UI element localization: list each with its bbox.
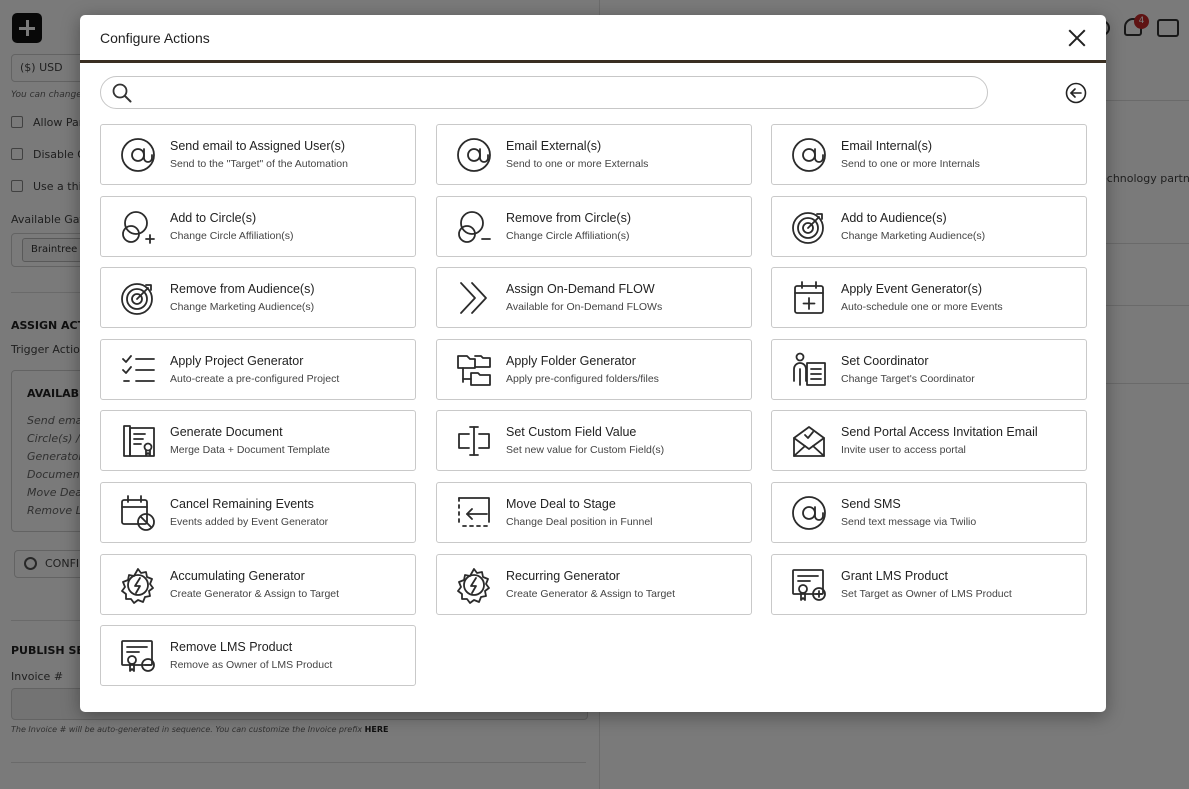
action-title: Grant LMS Product xyxy=(841,569,948,583)
action-title: Assign On-Demand FLOW xyxy=(506,282,655,296)
action-title: Email External(s) xyxy=(506,139,602,153)
action-subtitle: Change Deal position in Funnel xyxy=(506,516,653,528)
checklist-icon xyxy=(119,351,157,389)
at-sign-icon xyxy=(790,136,828,174)
action-subtitle: Change Marketing Audience(s) xyxy=(841,230,986,242)
at-sign-icon xyxy=(455,136,493,174)
calendar-add-icon xyxy=(790,279,828,317)
folder-tree-icon xyxy=(455,351,493,389)
action-card[interactable] xyxy=(100,339,416,400)
action-subtitle: Change Circle Affiliation(s) xyxy=(506,230,630,242)
action-card[interactable] xyxy=(771,410,1087,471)
document-icon xyxy=(119,422,157,460)
move-arrow-icon xyxy=(455,494,493,532)
action-card[interactable] xyxy=(100,482,416,543)
action-subtitle: Create Generator & Assign to Target xyxy=(506,588,676,600)
action-card[interactable] xyxy=(100,267,416,328)
action-title: Apply Folder Generator xyxy=(506,354,636,368)
action-card[interactable] xyxy=(436,196,752,257)
action-subtitle: Send to one or more Internals xyxy=(841,158,980,170)
action-title: Remove LMS Product xyxy=(170,640,293,654)
action-subtitle: Change Marketing Audience(s) xyxy=(170,301,315,313)
action-subtitle: Invite user to access portal xyxy=(841,444,966,456)
action-title: Apply Project Generator xyxy=(170,354,304,368)
certificate-add-icon xyxy=(790,566,828,604)
gear-bolt-icon xyxy=(455,566,493,604)
circle-remove-icon xyxy=(455,208,493,246)
action-subtitle: Set new value for Custom Field(s) xyxy=(506,444,665,456)
text-cursor-field-icon xyxy=(455,422,493,460)
action-card[interactable] xyxy=(436,267,752,328)
action-card[interactable] xyxy=(100,196,416,257)
action-title: Remove from Circle(s) xyxy=(506,211,632,225)
action-title: Remove from Audience(s) xyxy=(170,282,315,296)
circle-add-icon xyxy=(119,208,157,246)
action-title: Send Portal Access Invitation Email xyxy=(841,425,1038,439)
action-card[interactable] xyxy=(100,554,416,615)
modal-title: Configure Actions xyxy=(100,30,210,46)
action-card[interactable] xyxy=(436,482,752,543)
target-audience-icon xyxy=(119,279,157,317)
action-title: Set Custom Field Value xyxy=(506,425,637,439)
at-sign-icon xyxy=(119,136,157,174)
action-subtitle: Available for On-Demand FLOWs xyxy=(506,301,663,313)
action-subtitle: Change Circle Affiliation(s) xyxy=(170,230,294,242)
calendar-cancel-icon xyxy=(119,494,157,532)
action-card[interactable] xyxy=(771,554,1087,615)
action-title: Accumulating Generator xyxy=(170,569,305,583)
search-box[interactable] xyxy=(100,76,988,109)
action-subtitle: Send to the "Target" of the Automation xyxy=(170,158,348,170)
action-card[interactable] xyxy=(100,410,416,471)
action-card[interactable] xyxy=(771,124,1087,185)
envelope-open-icon xyxy=(790,422,828,460)
action-card[interactable] xyxy=(771,267,1087,328)
action-subtitle: Auto-create a pre-configured Project xyxy=(170,373,340,385)
action-card[interactable] xyxy=(100,625,416,686)
action-title: Email Internal(s) xyxy=(841,139,932,153)
action-card[interactable] xyxy=(100,124,416,185)
action-title: Move Deal to Stage xyxy=(506,497,616,511)
coordinator-icon xyxy=(790,351,828,389)
action-subtitle: Create Generator & Assign to Target xyxy=(170,588,340,600)
action-subtitle: Auto-schedule one or more Events xyxy=(841,301,1003,313)
action-subtitle: Send to one or more Externals xyxy=(506,158,649,170)
action-subtitle: Send text message via Twilio xyxy=(841,516,977,528)
action-title: Add to Audience(s) xyxy=(841,211,947,225)
configure-actions-modal xyxy=(80,15,1106,712)
at-sign-icon xyxy=(790,494,828,532)
gear-bolt-icon xyxy=(119,566,157,604)
action-card[interactable] xyxy=(436,554,752,615)
action-subtitle: Change Target's Coordinator xyxy=(841,373,975,385)
action-title: Send SMS xyxy=(841,497,901,511)
certificate-remove-icon xyxy=(119,637,157,675)
action-subtitle: Apply pre-configured folders/files xyxy=(506,373,659,385)
action-title: Send email to Assigned User(s) xyxy=(170,139,346,153)
action-subtitle: Merge Data + Document Template xyxy=(170,444,331,456)
double-chevron-right-icon xyxy=(455,279,493,317)
action-card[interactable] xyxy=(771,196,1087,257)
action-title: Apply Event Generator(s) xyxy=(841,282,983,296)
search-icon xyxy=(112,83,132,103)
action-card[interactable] xyxy=(436,124,752,185)
target-audience-icon xyxy=(790,208,828,246)
action-card[interactable] xyxy=(771,482,1087,543)
action-title: Set Coordinator xyxy=(841,354,929,368)
back-arrow-icon[interactable] xyxy=(1065,82,1087,104)
action-title: Recurring Generator xyxy=(506,569,620,583)
action-card[interactable] xyxy=(436,339,752,400)
action-title: Add to Circle(s) xyxy=(170,211,257,225)
action-title: Cancel Remaining Events xyxy=(170,497,314,511)
action-subtitle: Set Target as Owner of LMS Product xyxy=(841,588,1012,600)
action-card[interactable] xyxy=(436,410,752,471)
action-card[interactable] xyxy=(771,339,1087,400)
action-title: Generate Document xyxy=(170,425,283,439)
close-icon[interactable] xyxy=(1066,27,1088,49)
action-subtitle: Events added by Event Generator xyxy=(170,516,329,528)
modal-header xyxy=(80,15,1106,63)
action-subtitle: Remove as Owner of LMS Product xyxy=(170,659,333,671)
search-input[interactable] xyxy=(141,81,971,105)
